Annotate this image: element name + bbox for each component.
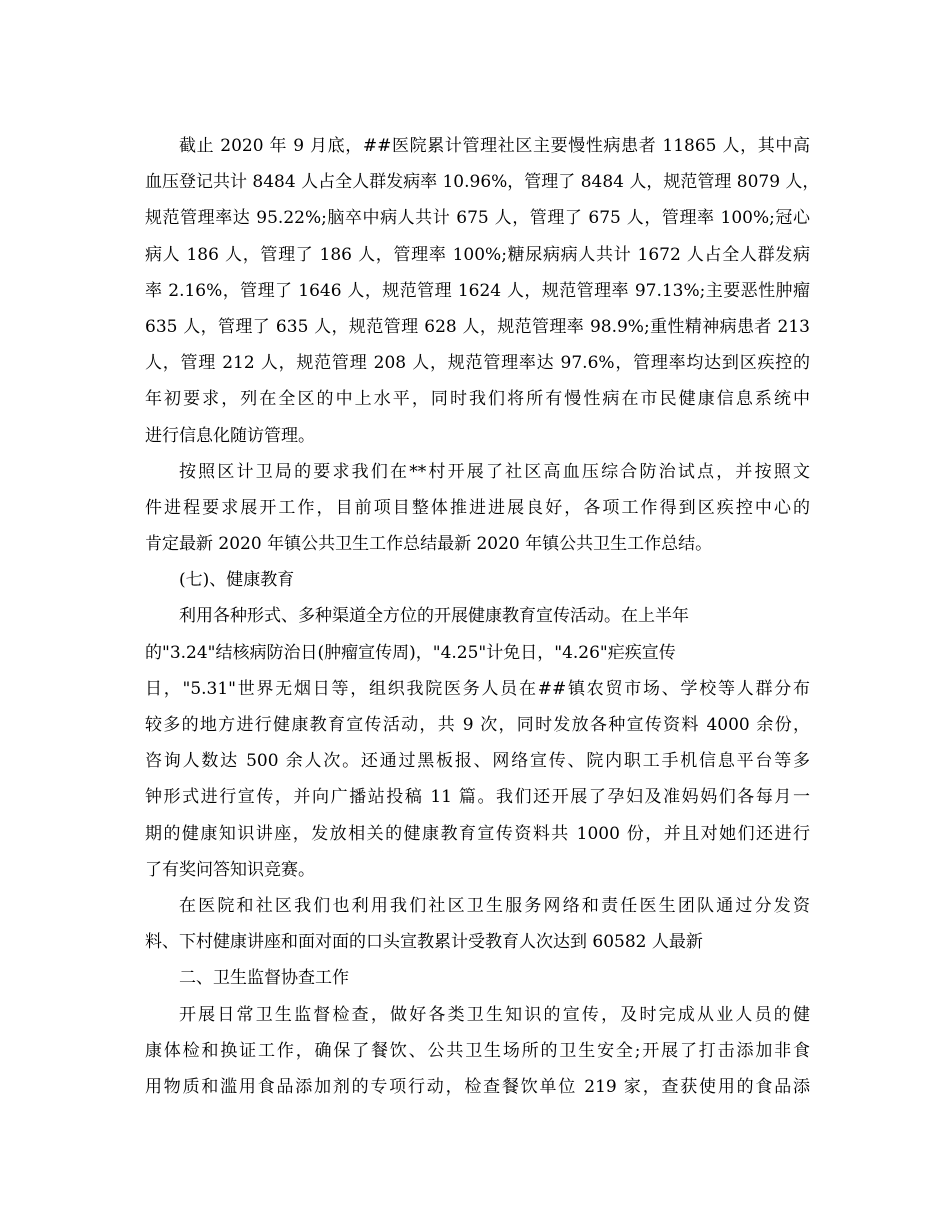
section-heading: (七)、健康教育 [179,570,295,591]
text-line: 开展日常卫生监督检查，做好各类卫生知识的宣传，及时完成从业人员的健 [179,1004,810,1025]
text-line: 人，管理 212 人，规范管理 208 人，规范管理率达 97.6%，管理率均达到区疾控的 [145,353,810,374]
text-line: 635 人，管理了 635 人，规范管理 628 人，规范管理率 98.9%;重性精神病患者 213 [145,316,810,337]
section-heading: 二、卫生监督协查工作 [179,968,349,989]
text-line: 期的健康知识讲座，发放相关的健康教育宣传资料共 1000 份，并且对她们还进行 [145,823,810,844]
text-line: 按照区计卫局的要求我们在**村开展了社区高血压综合防治试点，并按照文 [179,461,810,482]
text-line: 料、下村健康讲座和面对面的口头宣教累计受教育人次达到 60582 人最新 [145,932,703,953]
text-line: 在医院和社区我们也利用我们社区卫生服务网络和责任医生团队通过分发资 [179,895,810,916]
text-line: 年初要求，列在全区的中上水平，同时我们将所有慢性病在市民健康信息系统中 [145,389,810,410]
text-line: 进行信息化随访管理。 [145,425,315,446]
text-line: 件进程要求展开工作，目前项目整体推进进展良好，各项工作得到区疾控中心的 [145,497,810,518]
text-line: 截止 2020 年 9 月底，##医院累计管理社区主要慢性病患者 11865 人，其中高 [179,136,810,156]
text-line: 咨询人数达 500 余人次。还通过黑板报、网络宣传、院内职工手机信息平台等多 [145,751,810,772]
text-line: 钟形式进行宣传，并向广播站投稿 11 篇。我们还开展了孕妇及准妈妈们各每月一 [145,787,810,808]
text-line: 康体检和换证工作，确保了餐饮、公共卫生场所的卫生安全;开展了打击添加非食 [145,1040,810,1061]
text-line: 用物质和滥用食品添加剂的专项行动，检查餐饮单位 219 家，查获使用的食品添 [145,1076,810,1097]
text-line: 肯定最新 2020 年镇公共卫生工作总结最新 2020 年镇公共卫生工作总结。 [145,534,713,555]
text-line: 的"3.24"结核病防治日(肿瘤宣传周)，"4.25"计免日，"4.26"疟疾宣传 [145,642,676,663]
text-line: 病人 186 人，管理了 186 人，管理率 100%;糖尿病病人共计 1672 人占全人群发病 [145,244,810,265]
text-line: 较多的地方进行健康教育宣传活动，共 9 次，同时发放各种宣传资料 4000 余份， [145,715,810,735]
text-line: 利用各种形式、多种渠道全方位的开展健康教育宣传活动。在上半年 [179,606,689,627]
text-line: 率 2.16%，管理了 1646 人，规范管理 1624 人，规范管理率 97.13%;主要恶性肿瘤 [145,280,810,301]
text-line: 血压登记共计 8484 人占全人群发病率 10.96%，管理了 8484 人，规范管理 8079 人， [145,172,820,193]
text-line: 日，"5.31"世界无烟日等，组织我院医务人员在##镇农贸市场、学校等人群分布 [145,678,810,699]
text-line: 了有奖问答知识竞赛。 [145,859,315,880]
text-line: 规范管理率达 95.22%;脑卒中病人共计 675 人，管理了 675 人，管理率 100%;冠心 [145,208,810,229]
document-body [145,128,820,1105]
